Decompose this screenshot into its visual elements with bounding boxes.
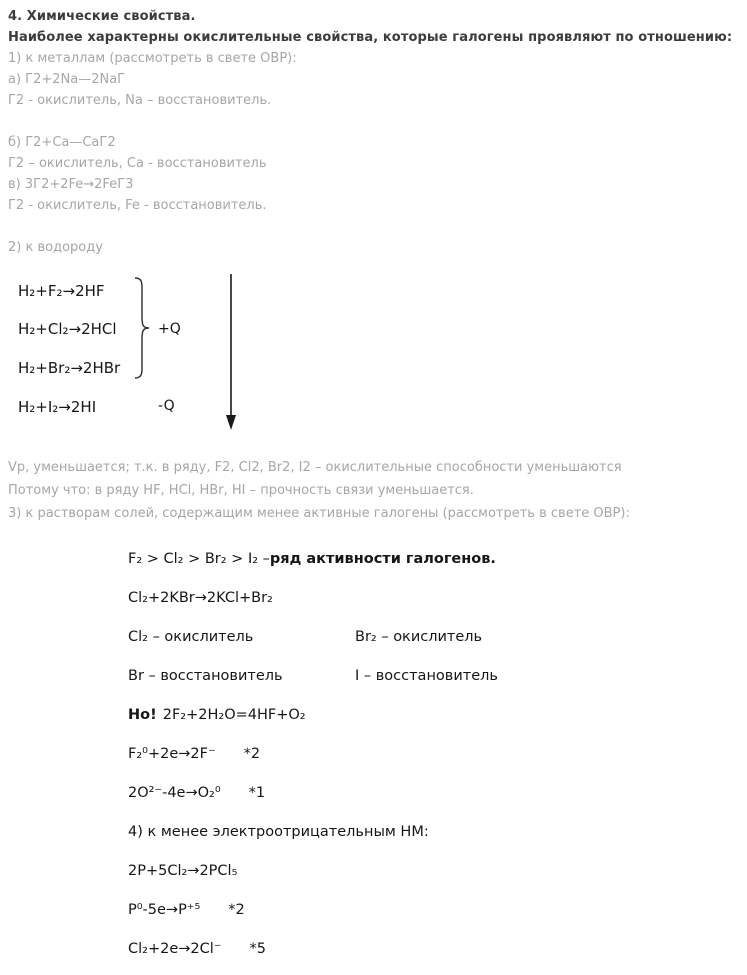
endothermic-label: -Q [158,398,175,414]
metals-comment-a: Г2 - окислитель, Na – восстановитель. [8,93,272,108]
exothermic-label: +Q [158,321,181,337]
equation-h2-br2: H₂+Br₂→2HBr [18,359,121,377]
activity-series: F₂ > Cl₂ > Br₂ > I₂ – [128,550,270,567]
oxidizer-row [128,617,747,656]
nonmetals-heading: 4) к менее электроотрицательным НМ: [128,823,429,840]
activity-series-line [128,539,747,578]
hydrogen-reactions-block [14,258,747,430]
equation-h2-i2: H₂+I₂→2HI [18,398,97,416]
half-reaction-o-mult: *1 [248,784,266,801]
equation-p-cl2: 2P+5Cl₂→2PCl₅ [128,862,238,879]
half-reaction-cl-mult: *5 [249,940,266,957]
metals-equation-b: б) Г2+Са—СаГ2 [8,135,116,150]
reducer-row [128,656,747,695]
note-rate-decrease: Vр, уменьшается; т.к. в ряду, F2, Cl2, Br2, I2 – окислительные способности уменьшаются [8,460,622,475]
half-reaction-f [128,734,747,773]
equation-h2-cl2: H₂+Cl₂→2HCl [18,320,117,338]
exception-marker: Но! [128,706,157,723]
equation-f2-h2o: 2F₂+2H₂O=4HF+O₂ [162,706,306,723]
reducer-right: I – восстановитель [355,667,498,684]
note-bond-strength: Потому что: в ряду HF, HCl, HBr, HI – прочность связи уменьшается. [8,483,474,498]
half-reaction-cl-eq: Cl₂+2e→2Cl⁻ [128,940,222,957]
down-arrow-icon [224,274,238,430]
spacer [8,216,739,237]
salts-equations-block [128,539,747,968]
activity-notes-section [0,430,747,525]
half-reaction-f-mult: *2 [243,745,261,762]
metals-heading: 1) к металлам (рассмотреть в свете ОВР): [8,51,297,66]
metals-comment-b: Г2 – окислитель, Са - восстановитель [8,156,267,171]
half-reaction-p-mult: *2 [228,901,245,918]
hydrogen-heading: 2) к водороду [8,240,103,255]
half-reaction-p-eq: P⁰-5e→P⁺⁵ [128,901,201,918]
equation-cl2-kbr: Cl₂+2KBr→2KCl+Br₂ [128,589,273,606]
half-reaction-o-eq: 2O²⁻-4e→O₂⁰ [128,784,221,801]
metals-equation-a: а) Г2+2Na—2NaГ [8,72,126,87]
exception-line [128,695,747,734]
half-reaction-o [128,773,747,812]
section-title: 4. Химические свойства. [8,9,196,24]
metals-equation-v: в) 3Г2+2Fe→2FeГ3 [8,177,134,192]
spacer [8,111,739,132]
oxidizer-right: Br₂ – окислитель [355,628,483,645]
document-header-section [0,0,747,258]
section-intro: Наиболее характерны окислительные свойства, которые галогены проявляют по отношению: [8,30,733,45]
salts-heading: 3) к растворам солей, содержащим менее активные галогены (рассмотреть в свете ОВР): [8,506,630,521]
activity-series-label: ряд активности галогенов. [269,550,496,567]
reducer-left: Br – восстановитель [128,667,283,684]
equation-h2-f2: H₂+F₂→2HF [18,282,105,300]
curly-brace-icon [132,276,152,380]
half-reaction-p [128,890,747,929]
half-reaction-f-eq: F₂⁰+2e→2F⁻ [128,745,216,762]
oxidizer-left: Cl₂ – окислитель [128,628,254,645]
half-reaction-cl [128,929,747,968]
metals-comment-v: Г2 - окислитель, Fe - восстановитель. [8,198,267,213]
